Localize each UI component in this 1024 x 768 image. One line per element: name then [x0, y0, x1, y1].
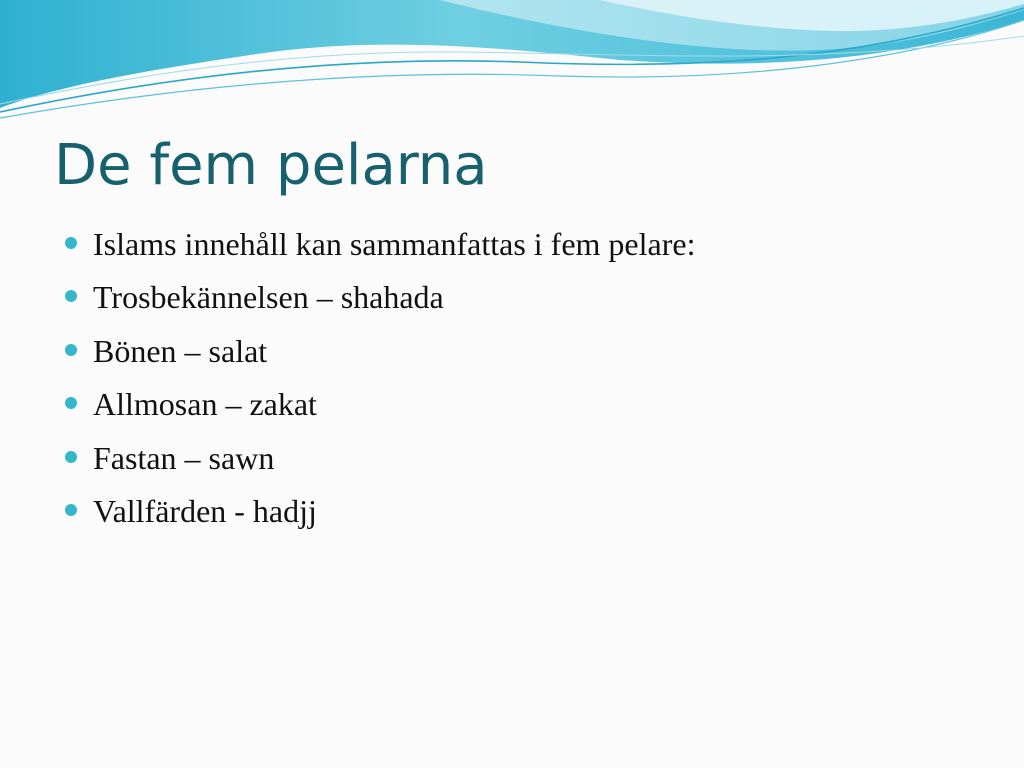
list-item-text: Allmosan – zakat — [93, 386, 317, 423]
bullet-icon — [65, 237, 77, 249]
list-item-text: Bönen – salat — [93, 332, 268, 369]
list-item — [62, 325, 695, 378]
bullet-icon — [65, 344, 77, 356]
list-item — [62, 485, 695, 538]
list-item-text: Fastan – sawn — [93, 439, 275, 476]
list-item — [62, 378, 695, 431]
bullet-icon — [65, 397, 77, 409]
list-item — [62, 432, 695, 485]
slide-title: De fem pelarna — [54, 133, 488, 198]
bullet-list — [62, 218, 695, 538]
list-item-text: Islams innehåll kan sammanfattas i fem pelare: — [93, 226, 696, 262]
bullet-icon — [65, 504, 77, 516]
bullet-icon — [65, 451, 77, 463]
list-item — [62, 271, 695, 324]
header-wave-decoration — [0, 0, 1024, 130]
bullet-icon — [65, 290, 77, 302]
list-item-text: Vallfärden - hadjj — [93, 492, 317, 529]
list-item — [62, 218, 695, 271]
list-item-text: Trosbekännelsen – shahada — [93, 279, 444, 316]
